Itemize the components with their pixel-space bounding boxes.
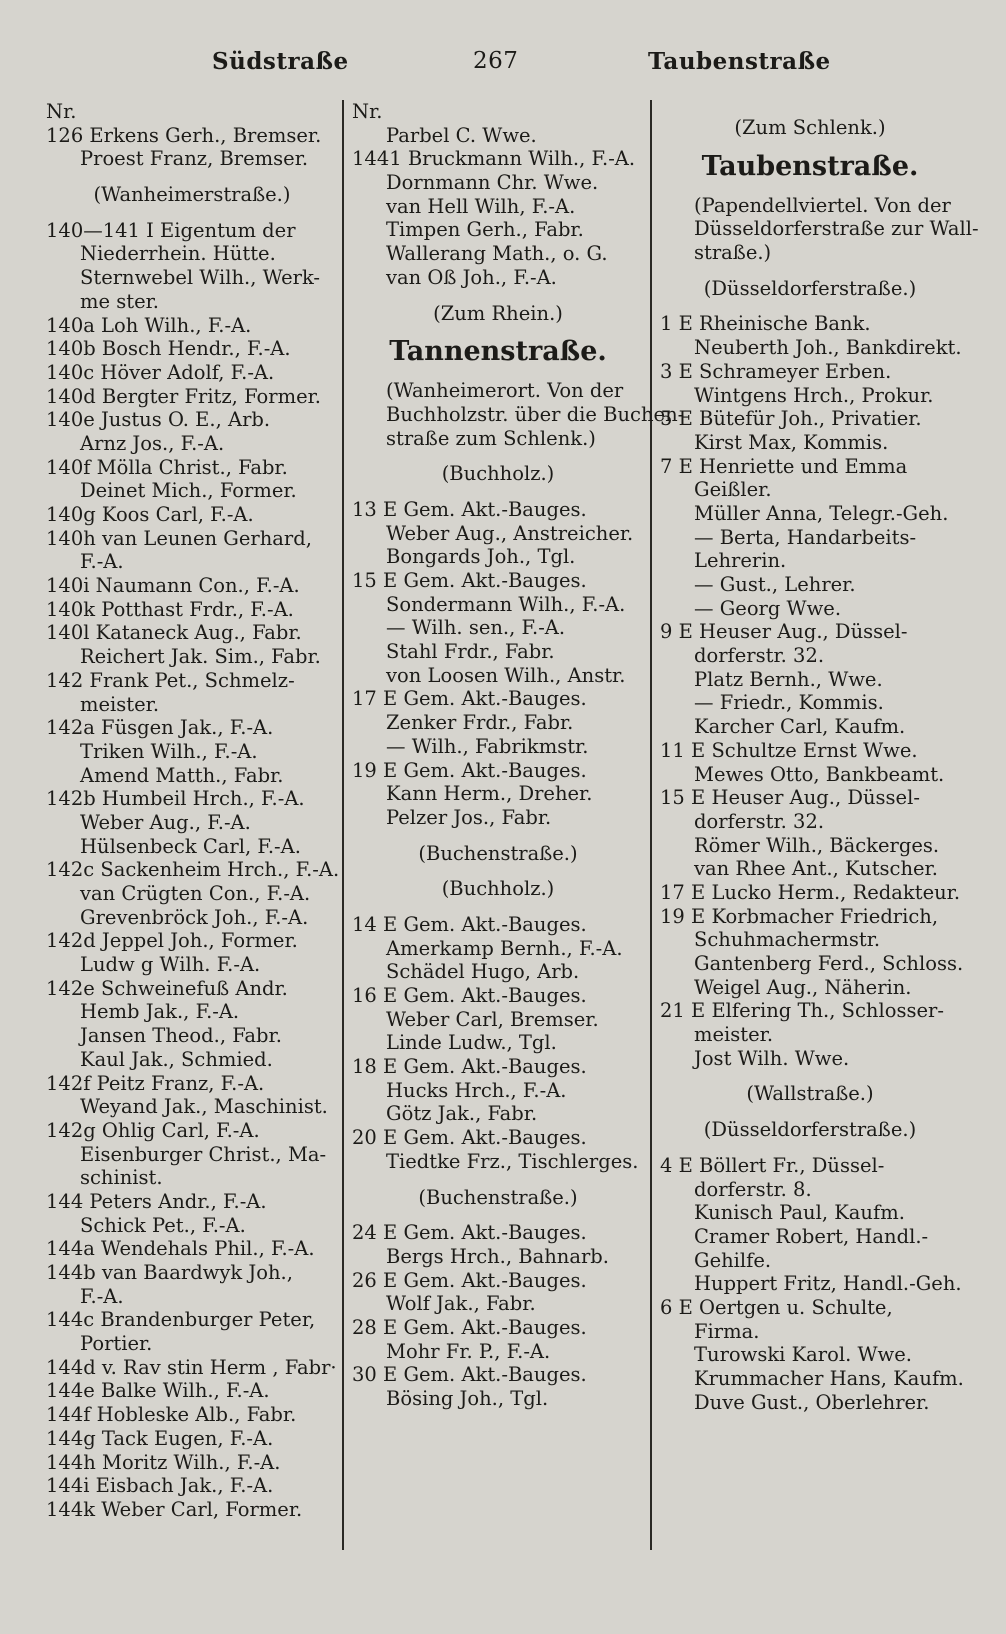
resident-line: — Gust., Lehrer. xyxy=(694,573,856,596)
resident-line: (Papendellviertel. Von der xyxy=(694,193,951,217)
resident-line: Amerkamp Bernh., F.-A. xyxy=(386,936,623,960)
house-entry: 140e Justus O. E., Arb. xyxy=(46,408,271,432)
resident-line: (Wanheimerort. Von der xyxy=(386,379,624,403)
resident-line: F.-A. xyxy=(80,1284,124,1308)
resident-line: Wolf Jak., Fabr. xyxy=(386,1292,536,1316)
house-entry: 140g Koos Carl, F.-A. xyxy=(46,503,254,526)
house-entry: 21 E Elfering Th., Schlosser- xyxy=(660,999,944,1023)
resident-line: Zenker Frdr., Fabr. xyxy=(386,711,574,735)
resident-line: Schick Pet., F.-A. xyxy=(80,1213,246,1237)
resident-line: Mewes Otto, Bankbeamt. xyxy=(694,762,945,786)
house-entry: 140h van Leunen Gerhard, xyxy=(46,526,312,550)
house-entry: 3 E Schrameyer Erben. xyxy=(660,359,892,383)
spacer xyxy=(660,1142,960,1154)
resident-line: Buchholzstr. über die Buchen- xyxy=(386,402,685,426)
resident-line: meister. xyxy=(80,692,160,716)
house-entry: 1441 Bruckmann Wilh., F.-A. xyxy=(352,147,636,171)
resident-line: Bongards Joh., Tgl. xyxy=(386,545,576,569)
resident-line: Lehrerin. xyxy=(694,549,787,573)
house-entry: 144i Eisbach Jak., F.-A. xyxy=(46,1474,274,1498)
resident-line: Weber Aug., F.-A. xyxy=(80,810,251,834)
house-entry: 142e Schweinefuß Andr. xyxy=(46,976,288,1000)
house-entry: 140c Höver Adolf, F.-A. xyxy=(46,360,275,384)
resident-line: Portier. xyxy=(80,1332,153,1356)
resident-line: Krummacher Hans, Kaufm. xyxy=(694,1367,964,1390)
spacer xyxy=(352,450,644,462)
resident-line: Schädel Hugo, Arb. xyxy=(386,960,580,984)
resident-line: Grevenbröck Joh., F.-A. xyxy=(80,905,309,929)
section-heading: (Zum Rhein.) xyxy=(433,301,563,325)
house-entry: 16 E Gem. Akt.-Bauges. xyxy=(352,984,587,1007)
house-entry: 140i Naumann Con., F.-A. xyxy=(46,574,300,598)
house-entry: 9 E Heuser Aug., Düssel- xyxy=(660,620,908,644)
spacer xyxy=(352,367,644,379)
resident-line: Cramer Robert, Handl.- xyxy=(694,1224,929,1248)
spacer xyxy=(352,901,644,913)
resident-line: Wintgens Hrch., Prokur. xyxy=(694,383,934,407)
section-heading: (Düsseldorferstraße.) xyxy=(703,1118,917,1142)
house-entry: 24 E Gem. Akt.-Bauges. xyxy=(352,1221,587,1245)
resident-line: Düsseldorferstraße zur Wall- xyxy=(694,217,979,241)
resident-line: Jost Wilh. Wwe. xyxy=(694,1046,850,1070)
resident-line: Kirst Max, Kommis. xyxy=(694,430,889,454)
house-entry: 144b van Baardwyk Joh., xyxy=(46,1261,293,1284)
section-heading: (Buchenstraße.) xyxy=(418,841,578,865)
resident-line: Gantenberg Ferd., Schloss. xyxy=(694,952,964,975)
house-entry: 144g Tack Eugen, F.-A. xyxy=(46,1426,274,1450)
resident-line: Turowski Karol. Wwe. xyxy=(694,1343,912,1367)
resident-line: Weber Aug., Anstreicher. xyxy=(386,521,634,545)
house-entry: 30 E Gem. Akt.-Bauges. xyxy=(352,1363,587,1387)
resident-line: Stahl Frdr., Fabr. xyxy=(386,640,555,664)
resident-line: van Rhee Ant., Kutscher. xyxy=(694,857,938,881)
spacer xyxy=(352,830,644,842)
resident-line: Mohr Fr. P., F.-A. xyxy=(386,1339,551,1363)
section-heading: (Buchholz.) xyxy=(441,877,555,901)
resident-line: straße zum Schlenk.) xyxy=(386,426,596,450)
house-entry: 140f Mölla Christ., Fabr. xyxy=(46,455,288,479)
resident-line: Hülsenbeck Carl, F.-A. xyxy=(80,834,301,858)
column-suedstrasse xyxy=(46,100,338,1522)
resident-line: — Georg Wwe. xyxy=(694,596,842,620)
resident-line: Kunisch Paul, Kaufm. xyxy=(694,1201,905,1225)
house-entry: 18 E Gem. Akt.-Bauges. xyxy=(352,1055,587,1079)
resident-line: Götz Jak., Fabr. xyxy=(386,1102,538,1126)
house-entry: 142c Sackenheim Hrch., F.-A. xyxy=(46,858,340,882)
resident-line: Jansen Theod., Fabr. xyxy=(80,1024,282,1048)
resident-line: Hucks Hrch., F.-A. xyxy=(386,1078,567,1102)
house-entry: 19 E Gem. Akt.-Bauges. xyxy=(352,758,587,782)
resident-line: — Wilh., Fabrikmstr. xyxy=(386,734,589,758)
resident-line: — Wilh. sen., F.-A. xyxy=(386,616,566,640)
house-entry: 144 Peters Andr., F.-A. xyxy=(46,1189,267,1213)
resident-line: Arnz Jos., F.-A. xyxy=(80,431,225,455)
resident-line: dorferstr. 32. xyxy=(694,809,825,833)
resident-line: Reichert Jak. Sim., Fabr. xyxy=(80,645,321,669)
resident-line: dorferstr. 32. xyxy=(694,644,825,668)
resident-line: schinist. xyxy=(80,1166,163,1190)
resident-line: Niederrhein. Hütte. xyxy=(80,242,276,266)
house-entry: 140l Kataneck Aug., Fabr. xyxy=(46,621,302,645)
house-entry: 144d v. Rav stin Herm , Fabr· xyxy=(46,1355,337,1379)
resident-line: Hemb Jak., F.-A. xyxy=(80,1000,240,1024)
resident-line: van Crügten Con., F.-A. xyxy=(80,882,311,905)
house-entry: 142g Ohlig Carl, F.-A. xyxy=(46,1118,260,1142)
house-entry: 11 E Schultze Ernst Wwe. xyxy=(660,738,918,762)
spacer xyxy=(46,171,338,183)
spacer xyxy=(46,207,338,219)
resident-line: Tiedtke Frz., Tischlerges. xyxy=(386,1149,639,1173)
house-entry: 144a Wendehals Phil., F.-A. xyxy=(46,1237,315,1261)
house-entry: 144f Hobleske Alb., Fabr. xyxy=(46,1403,297,1427)
resident-line: meister. xyxy=(694,1023,774,1047)
spacer xyxy=(660,265,960,277)
spacer xyxy=(352,1209,644,1221)
house-entry: 20 E Gem. Akt.-Bauges. xyxy=(352,1126,587,1150)
resident-line: Eisenburger Christ., Ma- xyxy=(80,1142,327,1166)
resident-line: Weber Carl, Bremser. xyxy=(386,1007,599,1031)
running-head-right: Taubenstraße xyxy=(648,48,831,75)
house-entry: 142 Frank Pet., Schmelz- xyxy=(46,668,295,692)
nr-label: Nr. xyxy=(46,100,77,123)
house-entry: 142a Füsgen Jak., F.-A. xyxy=(46,716,274,740)
resident-line: — Friedr., Kommis. xyxy=(694,691,884,715)
section-heading: (Wanheimerstraße.) xyxy=(93,183,291,207)
spacer xyxy=(352,290,644,302)
resident-line: Proest Franz, Bremser. xyxy=(80,147,309,171)
resident-line: van Hell Wilh, F.-A. xyxy=(386,194,576,218)
house-entry: 19 E Korbmacher Friedrich, xyxy=(660,904,939,928)
section-heading: (Buchenstraße.) xyxy=(418,1185,578,1209)
column-taubenstrasse xyxy=(660,116,979,1414)
house-entry: 15 E Gem. Akt.-Bauges. xyxy=(352,569,587,592)
resident-line: van Oß Joh., F.-A. xyxy=(386,265,557,289)
resident-line: Platz Bernh., Wwe. xyxy=(694,667,883,691)
resident-line: straße.) xyxy=(694,241,772,265)
resident-line: Triken Wilh., F.-A. xyxy=(80,739,258,763)
house-entry: 126 Erkens Gerh., Bremser. xyxy=(46,123,322,147)
resident-line: Sternwebel Wilh., Werk- xyxy=(80,266,321,290)
resident-line: Dornmann Chr. Wwe. xyxy=(386,171,599,195)
house-entry: 142d Jeppel Joh., Former. xyxy=(46,929,298,953)
resident-line: Gehilfe. xyxy=(694,1248,772,1272)
resident-line: Weigel Aug., Näherin. xyxy=(694,975,912,999)
house-entry: 140b Bosch Hendr., F.-A. xyxy=(46,337,291,361)
house-entry: 142b Humbeil Hrch., F.-A. xyxy=(46,787,305,811)
resident-line: Parbel C. Wwe. xyxy=(386,123,537,147)
house-entry: 144h Moritz Wilh., F.-A. xyxy=(46,1450,281,1474)
resident-line: Pelzer Jos., Fabr. xyxy=(386,805,552,829)
resident-line: Firma. xyxy=(694,1319,760,1343)
house-entry: 144k Weber Carl, Former. xyxy=(46,1497,303,1521)
resident-line: Bergs Hrch., Bahnarb. xyxy=(386,1244,609,1268)
resident-line: me ster. xyxy=(80,289,159,313)
resident-line: Linde Ludw., Tgl. xyxy=(386,1031,557,1055)
resident-line: Kann Herm., Dreher. xyxy=(386,782,593,806)
resident-line: Duve Gust., Oberlehrer. xyxy=(694,1390,930,1414)
resident-line: F.-A. xyxy=(80,550,124,574)
house-entry: 140—141 I Eigentum der xyxy=(46,218,296,242)
resident-line: Huppert Fritz, Handl.-Geh. xyxy=(694,1272,962,1296)
resident-line: Geißler. xyxy=(694,478,772,502)
spacer xyxy=(352,486,644,498)
house-entry: 140k Potthast Frdr., F.-A. xyxy=(46,597,294,621)
column-divider-2 xyxy=(650,100,652,1550)
resident-line: von Loosen Wilh., Anstr. xyxy=(386,663,626,687)
street-title: Tannenstraße. xyxy=(389,336,607,368)
house-entry: 14 E Gem. Akt.-Bauges. xyxy=(352,912,587,936)
house-entry: 4 E Böllert Fr., Düssel- xyxy=(660,1153,885,1177)
resident-line: — Berta, Handarbeits- xyxy=(694,525,917,549)
spacer xyxy=(660,140,960,152)
house-entry: 17 E Gem. Akt.-Bauges. xyxy=(352,687,587,711)
resident-line: Bösing Joh., Tgl. xyxy=(386,1387,549,1410)
section-heading: (Düsseldorferstraße.) xyxy=(703,276,917,300)
resident-line: dorferstr. 8. xyxy=(694,1177,812,1201)
resident-line: Timpen Gerh., Fabr. xyxy=(386,218,584,242)
section-heading: (Wallstraße.) xyxy=(746,1082,874,1106)
spacer xyxy=(660,1070,960,1082)
section-heading: (Buchholz.) xyxy=(441,462,555,486)
resident-line: Römer Wilh., Bäckerges. xyxy=(694,833,940,857)
house-entry: 142f Peitz Franz, F.-A. xyxy=(46,1071,265,1095)
house-entry: 144e Balke Wilh., F.-A. xyxy=(46,1379,270,1403)
nr-label: Nr. xyxy=(352,100,383,123)
house-entry: 6 E Oertgen u. Schulte, xyxy=(660,1295,893,1319)
resident-line: Müller Anna, Telegr.-Geh. xyxy=(694,501,949,525)
resident-line: Schuhmachermstr. xyxy=(694,928,881,952)
spacer xyxy=(352,865,644,877)
resident-line: Karcher Carl, Kaufm. xyxy=(694,715,906,739)
resident-line: Weyand Jak., Maschinist. xyxy=(80,1095,328,1119)
spacer xyxy=(660,300,960,312)
house-entry: 28 E Gem. Akt.-Bauges. xyxy=(352,1315,587,1339)
column-tannenstrasse xyxy=(352,100,685,1411)
house-entry: 140a Loh Wilh., F.-A. xyxy=(46,313,252,337)
house-entry: 7 E Henriette und Emma xyxy=(660,454,908,478)
resident-line: Deinet Mich., Former. xyxy=(80,479,297,503)
resident-line: Sondermann Wilh., F.-A. xyxy=(386,592,626,616)
spacer xyxy=(352,1174,644,1186)
running-head-left: Südstraße xyxy=(212,48,349,75)
street-title: Taubenstraße. xyxy=(701,150,919,182)
house-entry: 13 E Gem. Akt.-Bauges. xyxy=(352,497,587,521)
spacer xyxy=(660,1106,960,1118)
page-number: 267 xyxy=(473,48,519,74)
house-entry: 17 E Lucko Herm., Redakteur. xyxy=(660,880,961,904)
resident-line: Kaul Jak., Schmied. xyxy=(80,1047,273,1071)
resident-line: Wallerang Math., o. G. xyxy=(386,242,608,266)
house-entry: 144c Brandenburger Peter, xyxy=(46,1308,316,1332)
resident-line: Ludw g Wilh. F.-A. xyxy=(80,953,261,977)
house-entry: 140d Bergter Fritz, Former. xyxy=(46,384,321,408)
section-heading: (Zum Schlenk.) xyxy=(734,116,886,139)
resident-line: Neuberth Joh., Bankdirekt. xyxy=(694,336,962,360)
house-entry: 15 E Heuser Aug., Düssel- xyxy=(660,786,920,810)
spacer xyxy=(660,182,960,194)
house-entry: 5 E Bütefür Joh., Privatier. xyxy=(660,407,922,431)
house-entry: 26 E Gem. Akt.-Bauges. xyxy=(352,1268,587,1292)
house-entry: 1 E Rheinische Bank. xyxy=(660,312,871,336)
resident-line: Amend Matth., Fabr. xyxy=(80,763,284,787)
column-divider-1 xyxy=(342,100,344,1550)
